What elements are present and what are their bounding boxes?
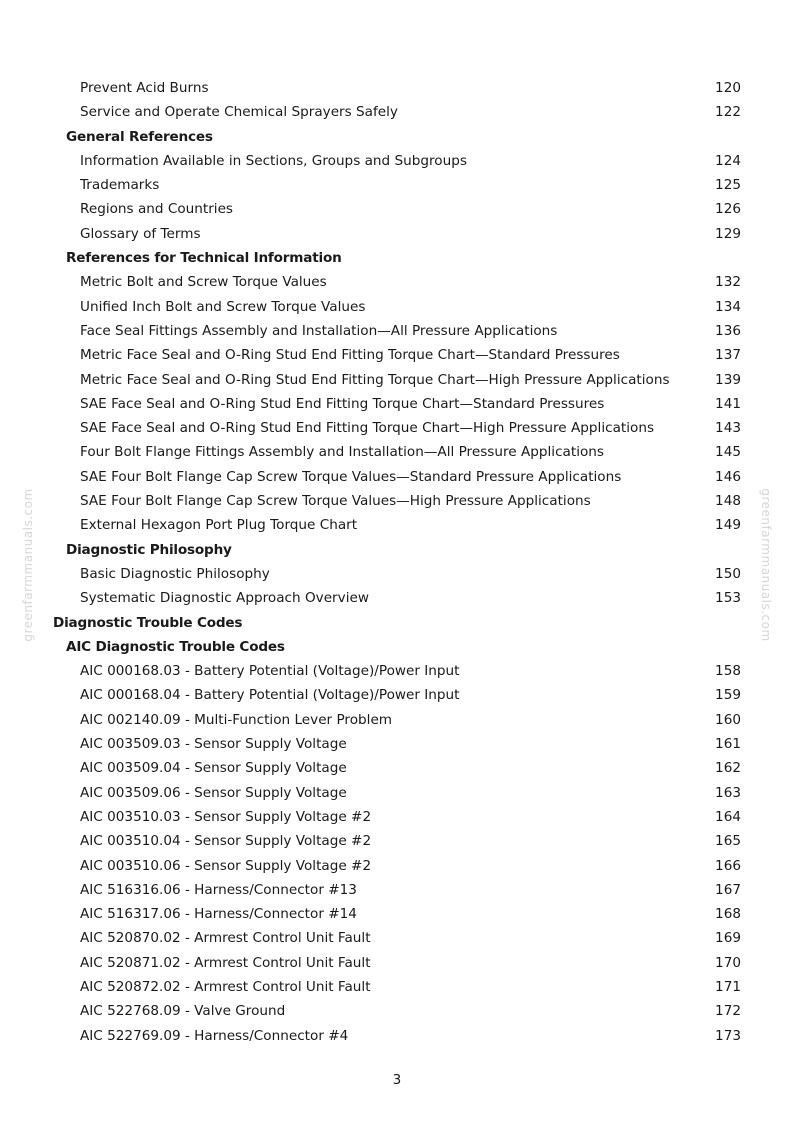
toc-section-heading <box>0 246 794 270</box>
toc-entry-page: 170 <box>715 954 741 971</box>
toc-entry-title: Information Available in Sections, Groups and Subgroups <box>80 152 467 169</box>
toc-entry-title: SAE Four Bolt Flange Cap Screw Torque Values—Standard Pressure Applications <box>80 468 622 485</box>
watermark-left: greenfarmmanuals.com <box>21 488 35 642</box>
toc-entry-page: 134 <box>715 298 741 315</box>
toc-entry-page: 171 <box>715 978 741 995</box>
toc-entry-title: Glossary of Terms <box>80 225 201 242</box>
toc-entry[interactable] <box>0 659 794 683</box>
toc-entry-page: 158 <box>715 663 741 680</box>
toc-entry[interactable] <box>0 100 794 124</box>
toc-entry-page: 159 <box>715 687 741 704</box>
toc-entry[interactable] <box>0 562 794 586</box>
toc-entry-page: 120 <box>715 80 741 96</box>
toc-entry[interactable] <box>0 416 794 440</box>
toc-section-heading <box>0 611 794 635</box>
toc-entry-title: Face Seal Fittings Assembly and Installation—All Pressure Applications <box>80 322 558 339</box>
toc-entry[interactable] <box>0 926 794 950</box>
toc-entry-title: AIC 520871.02 - Armrest Control Unit Fault <box>80 954 371 971</box>
toc-entry-page: 137 <box>715 347 741 364</box>
toc-entry-title: Metric Face Seal and O-Ring Stud End Fitting Torque Chart—High Pressure Applications <box>80 371 670 388</box>
toc-entry[interactable] <box>0 683 794 707</box>
toc-entry-title: Regions and Countries <box>80 201 234 218</box>
toc-entry-title: Metric Face Seal and O-Ring Stud End Fitting Torque Chart—Standard Pressures <box>80 347 620 364</box>
toc-entry-page: 173 <box>715 1027 741 1044</box>
toc-entry-page: 165 <box>715 833 741 850</box>
toc-entry-page: 169 <box>715 930 741 947</box>
toc-entry[interactable] <box>0 368 794 392</box>
toc-entry[interactable] <box>0 319 794 343</box>
toc-entry-title: AIC 000168.04 - Battery Potential (Voltage)/Power Input <box>80 687 460 704</box>
toc-entry-title: AIC 000168.03 - Battery Potential (Voltage)/Power Input <box>80 663 460 680</box>
toc-entry-title: Basic Diagnostic Philosophy <box>80 565 270 582</box>
toc-entry-title: AIC 003510.04 - Sensor Supply Voltage #2 <box>80 833 372 850</box>
toc-entry-title: Diagnostic Philosophy <box>66 541 232 558</box>
toc-entry-title: SAE Face Seal and O-Ring Stud End Fitting Torque Chart—High Pressure Applications <box>80 420 655 437</box>
toc-entry[interactable] <box>0 854 794 878</box>
toc-entry-page: 164 <box>715 808 741 825</box>
toc-entry-title: AIC 522769.09 - Harness/Connector #4 <box>80 1027 349 1044</box>
toc-entry[interactable] <box>0 440 794 464</box>
toc-entry[interactable] <box>0 829 794 853</box>
toc-entry-page: 136 <box>715 322 741 339</box>
toc-entry-title: AIC Diagnostic Trouble Codes <box>66 638 285 655</box>
toc-entry-page: 160 <box>715 711 741 728</box>
toc-entry-title: AIC 520870.02 - Armrest Control Unit Fault <box>80 930 371 947</box>
toc-entry-title: AIC 003510.06 - Sensor Supply Voltage #2 <box>80 857 372 874</box>
toc-entry[interactable] <box>0 513 794 537</box>
toc-entry-title: Unified Inch Bolt and Screw Torque Values <box>80 298 366 315</box>
toc-entry-title: Trademarks <box>80 177 160 194</box>
toc-entry-page: 122 <box>715 104 741 121</box>
toc-entry-title: Service and Operate Chemical Sprayers Safely <box>80 104 398 121</box>
toc-entry-title: Diagnostic Trouble Codes <box>53 614 243 631</box>
toc-entry[interactable] <box>0 197 794 221</box>
toc-entry-title: AIC 003510.03 - Sensor Supply Voltage #2 <box>80 808 372 825</box>
toc-entry-title: General References <box>66 128 213 145</box>
toc-section-heading <box>0 538 794 562</box>
toc-entry-title: SAE Four Bolt Flange Cap Screw Torque Values—High Pressure Applications <box>80 493 591 510</box>
toc-entry[interactable] <box>0 149 794 173</box>
toc-entry[interactable] <box>0 975 794 999</box>
toc-entry-page: 161 <box>715 736 741 753</box>
toc-entry[interactable] <box>0 902 794 926</box>
toc-entry-page: 167 <box>715 881 741 898</box>
table-of-contents <box>0 76 794 1048</box>
toc-entry[interactable] <box>0 465 794 489</box>
page-number: 3 <box>392 1072 402 1088</box>
toc-entry[interactable] <box>0 76 794 100</box>
toc-section-heading <box>0 635 794 659</box>
toc-entry-title: Four Bolt Flange Fittings Assembly and Installation—All Pressure Applications <box>80 444 604 461</box>
toc-entry-title: Prevent Acid Burns <box>80 80 209 96</box>
toc-entry-page: 172 <box>715 1003 741 1020</box>
toc-entry[interactable] <box>0 732 794 756</box>
toc-entry-page: 162 <box>715 760 741 777</box>
toc-entry-title: AIC 522768.09 - Valve Ground <box>80 1003 286 1020</box>
toc-entry[interactable] <box>0 708 794 732</box>
toc-entry-page: 145 <box>715 444 741 461</box>
toc-entry-page: 143 <box>715 420 741 437</box>
toc-entry-title: AIC 003509.06 - Sensor Supply Voltage <box>80 784 347 801</box>
toc-entry-title: Systematic Diagnostic Approach Overview <box>80 590 369 607</box>
toc-entry-title: AIC 003509.04 - Sensor Supply Voltage <box>80 760 347 777</box>
toc-entry[interactable] <box>0 392 794 416</box>
toc-entry-page: 126 <box>715 201 741 218</box>
toc-entry-page: 166 <box>715 857 741 874</box>
toc-entry-title: AIC 520872.02 - Armrest Control Unit Fault <box>80 978 371 995</box>
toc-entry-page: 149 <box>715 517 741 534</box>
toc-entry-title: AIC 002140.09 - Multi-Function Lever Problem <box>80 711 393 728</box>
toc-entry-page: 141 <box>715 395 741 412</box>
toc-entry-page: 125 <box>715 177 741 194</box>
toc-entry-title: AIC 516317.06 - Harness/Connector #14 <box>80 906 357 923</box>
toc-entry[interactable] <box>0 489 794 513</box>
toc-entry-page: 153 <box>715 590 741 607</box>
toc-entry[interactable] <box>0 343 794 367</box>
toc-entry-title: AIC 516316.06 - Harness/Connector #13 <box>80 881 357 898</box>
toc-entry[interactable] <box>0 999 794 1023</box>
toc-entry-page: 150 <box>715 565 741 582</box>
toc-entry-page: 163 <box>715 784 741 801</box>
toc-entry-page: 168 <box>715 906 741 923</box>
toc-entry-title: References for Technical Information <box>66 250 342 267</box>
toc-entry-title: Metric Bolt and Screw Torque Values <box>80 274 327 291</box>
toc-entry-title: External Hexagon Port Plug Torque Chart <box>80 517 358 534</box>
toc-entry-page: 148 <box>715 493 741 510</box>
toc-section-heading <box>0 125 794 149</box>
toc-entry-page: 139 <box>715 371 741 388</box>
toc-entry-page: 132 <box>715 274 741 291</box>
toc-entry-page: 129 <box>715 225 741 242</box>
watermark-right: greenfarmmanuals.com <box>759 488 773 642</box>
toc-entry[interactable] <box>0 173 794 197</box>
toc-entry[interactable] <box>0 878 794 902</box>
toc-entry[interactable] <box>0 270 794 294</box>
toc-entry[interactable] <box>0 222 794 246</box>
toc-entry-title: AIC 003509.03 - Sensor Supply Voltage <box>80 736 347 753</box>
toc-entry[interactable] <box>0 1024 794 1048</box>
toc-entry-page: 124 <box>715 152 741 169</box>
toc-entry-title: SAE Face Seal and O-Ring Stud End Fitting Torque Chart—Standard Pressures <box>80 395 605 412</box>
toc-entry[interactable] <box>0 295 794 319</box>
toc-entry-page: 146 <box>715 468 741 485</box>
toc-entry[interactable] <box>0 781 794 805</box>
toc-entry[interactable] <box>0 805 794 829</box>
toc-entry[interactable] <box>0 756 794 780</box>
toc-entry[interactable] <box>0 951 794 975</box>
toc-entry[interactable] <box>0 586 794 610</box>
